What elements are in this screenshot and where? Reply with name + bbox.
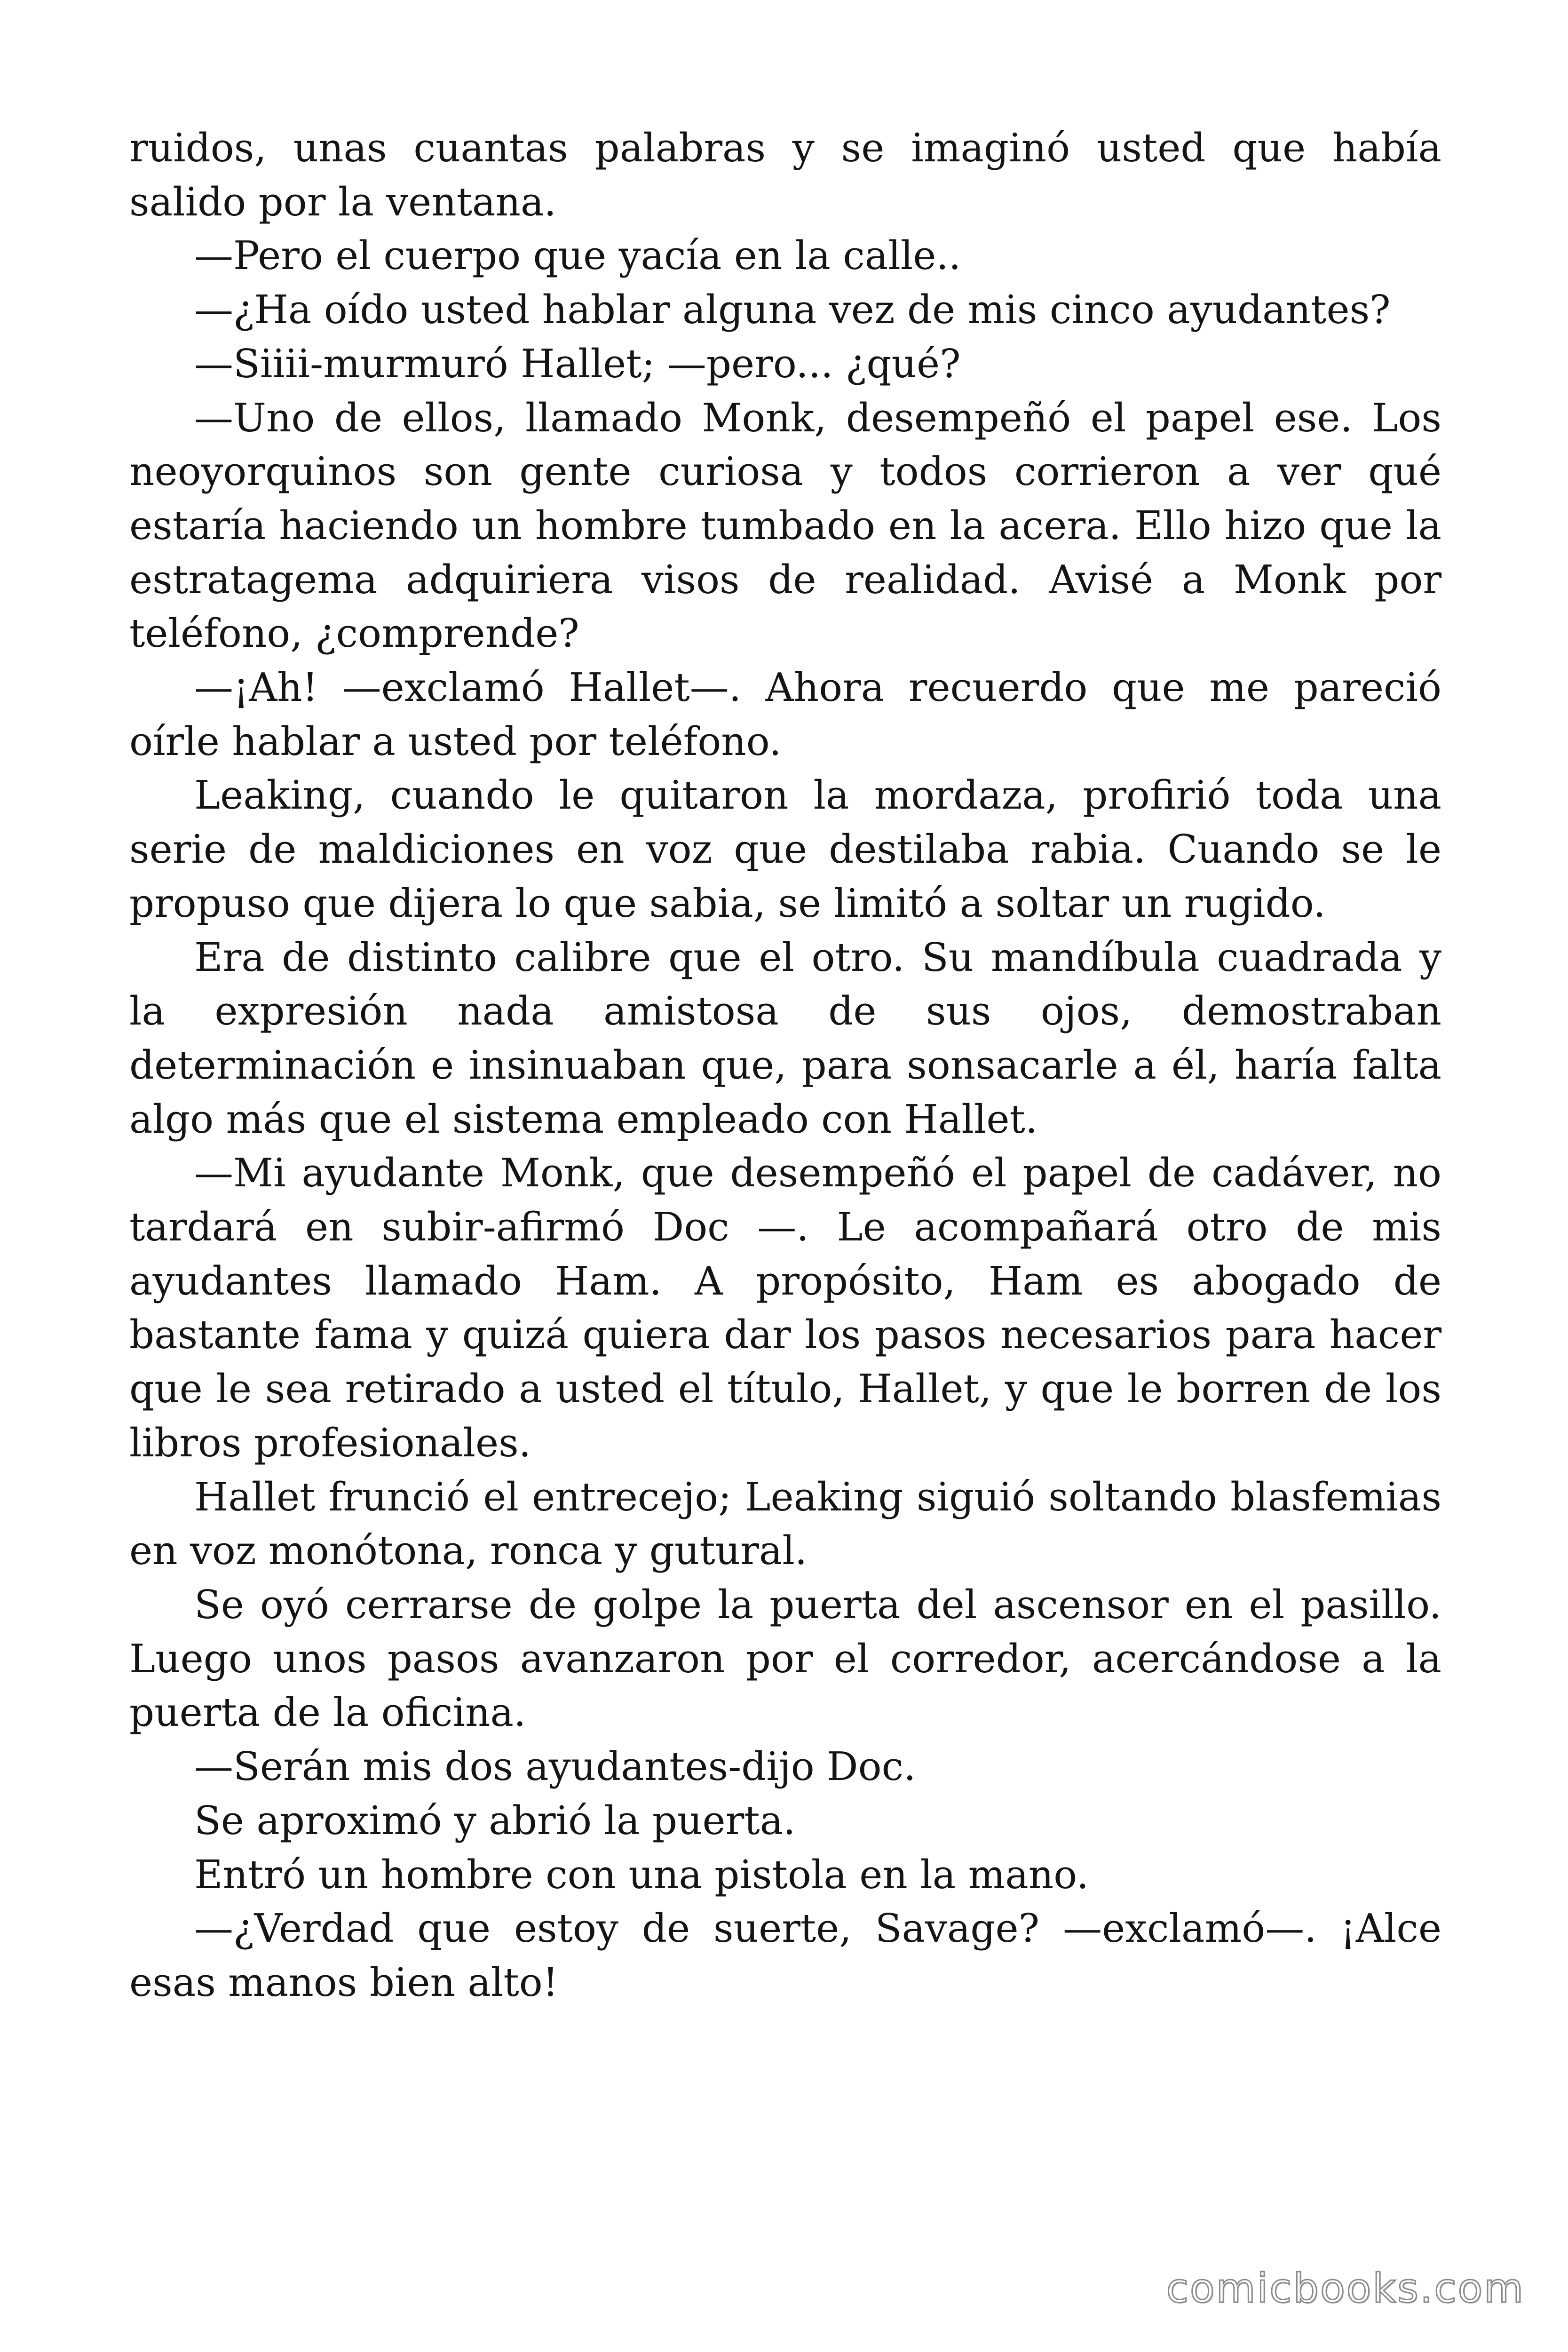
paragraph: —Pero el cuerpo que yacía en la calle.. xyxy=(194,233,961,279)
paragraph: Hallet frunció el entrecejo; Leaking siguió soltando blasfemias en voz monótona, ronca y gutural. xyxy=(129,1474,1441,1574)
paragraph: —¿Ha oído usted hablar alguna vez de mis cinco ayudantes? xyxy=(194,287,1391,333)
paragraph: —Uno de ellos, llamado Monk, desempeñó el papel ese. Los neoyorquinos son gente curiosa y todos corrieron a ver qué estaría haciendo un hombre tumbado en la acera. Ello hizo que la estratagema adquiriera visos de realidad. Avisé a Monk por teléfono, ¿comprende? xyxy=(129,395,1441,657)
paragraph: Leaking, cuando le quitaron la mordaza, profirió toda una serie de maldiciones en voz que destilaba rabia. Cuando se le propuso que dijera lo que sabia, se limitó a soltar un rugido. xyxy=(129,772,1441,926)
page-body xyxy=(129,121,1441,2010)
paragraph: —Mi ayudante Monk, que desempeñó el papel de cadáver, no tardará en subir-afirmó Doc —. Le acompañará otro de mis ayudantes llamado Ham. A propósito, Ham es abogado de bastante fama y quizá quiera dar los pasos necesarios para hacer que le sea retirado a usted el título, Hallet, y que le borren de los libros profesionales. xyxy=(129,1150,1441,1466)
paragraph: —Serán mis dos ayudantes-dijo Doc. xyxy=(194,1744,916,1790)
paragraph: —¿Verdad que estoy de suerte, Savage? —exclamó—. ¡Alce esas manos bien alto! xyxy=(129,1906,1441,2005)
paragraph: —Siiii-murmuró Hallet; —pero... ¿qué? xyxy=(194,341,961,387)
paragraph: Era de distinto calibre que el otro. Su mandíbula cuadrada y la expresión nada amistosa de sus ojos, demostraban determinación e insinuaban que, para sonsacarle a él, haría falta algo más que el sistema empleado con Hallet. xyxy=(129,934,1441,1142)
paragraph: Se oyó cerrarse de golpe la puerta del ascensor en el pasillo. Luego unos pasos avanzaron por el corredor, acercándose a la puerta de la oficina. xyxy=(129,1581,1441,1736)
watermark: comicbooks.com xyxy=(1166,2265,1525,2312)
paragraph: Entró un hombre con una pistola en la mano. xyxy=(194,1851,1089,1898)
paragraph: Se aproximó y abrió la puerta. xyxy=(194,1797,796,1843)
paragraph: —¡Ah! —exclamó Hallet—. Ahora recuerdo que me pareció oírle hablar a usted por teléfono. xyxy=(129,665,1441,764)
paragraph: ruidos, unas cuantas palabras y se imaginó usted que había salido por la ventana. xyxy=(129,125,1441,225)
